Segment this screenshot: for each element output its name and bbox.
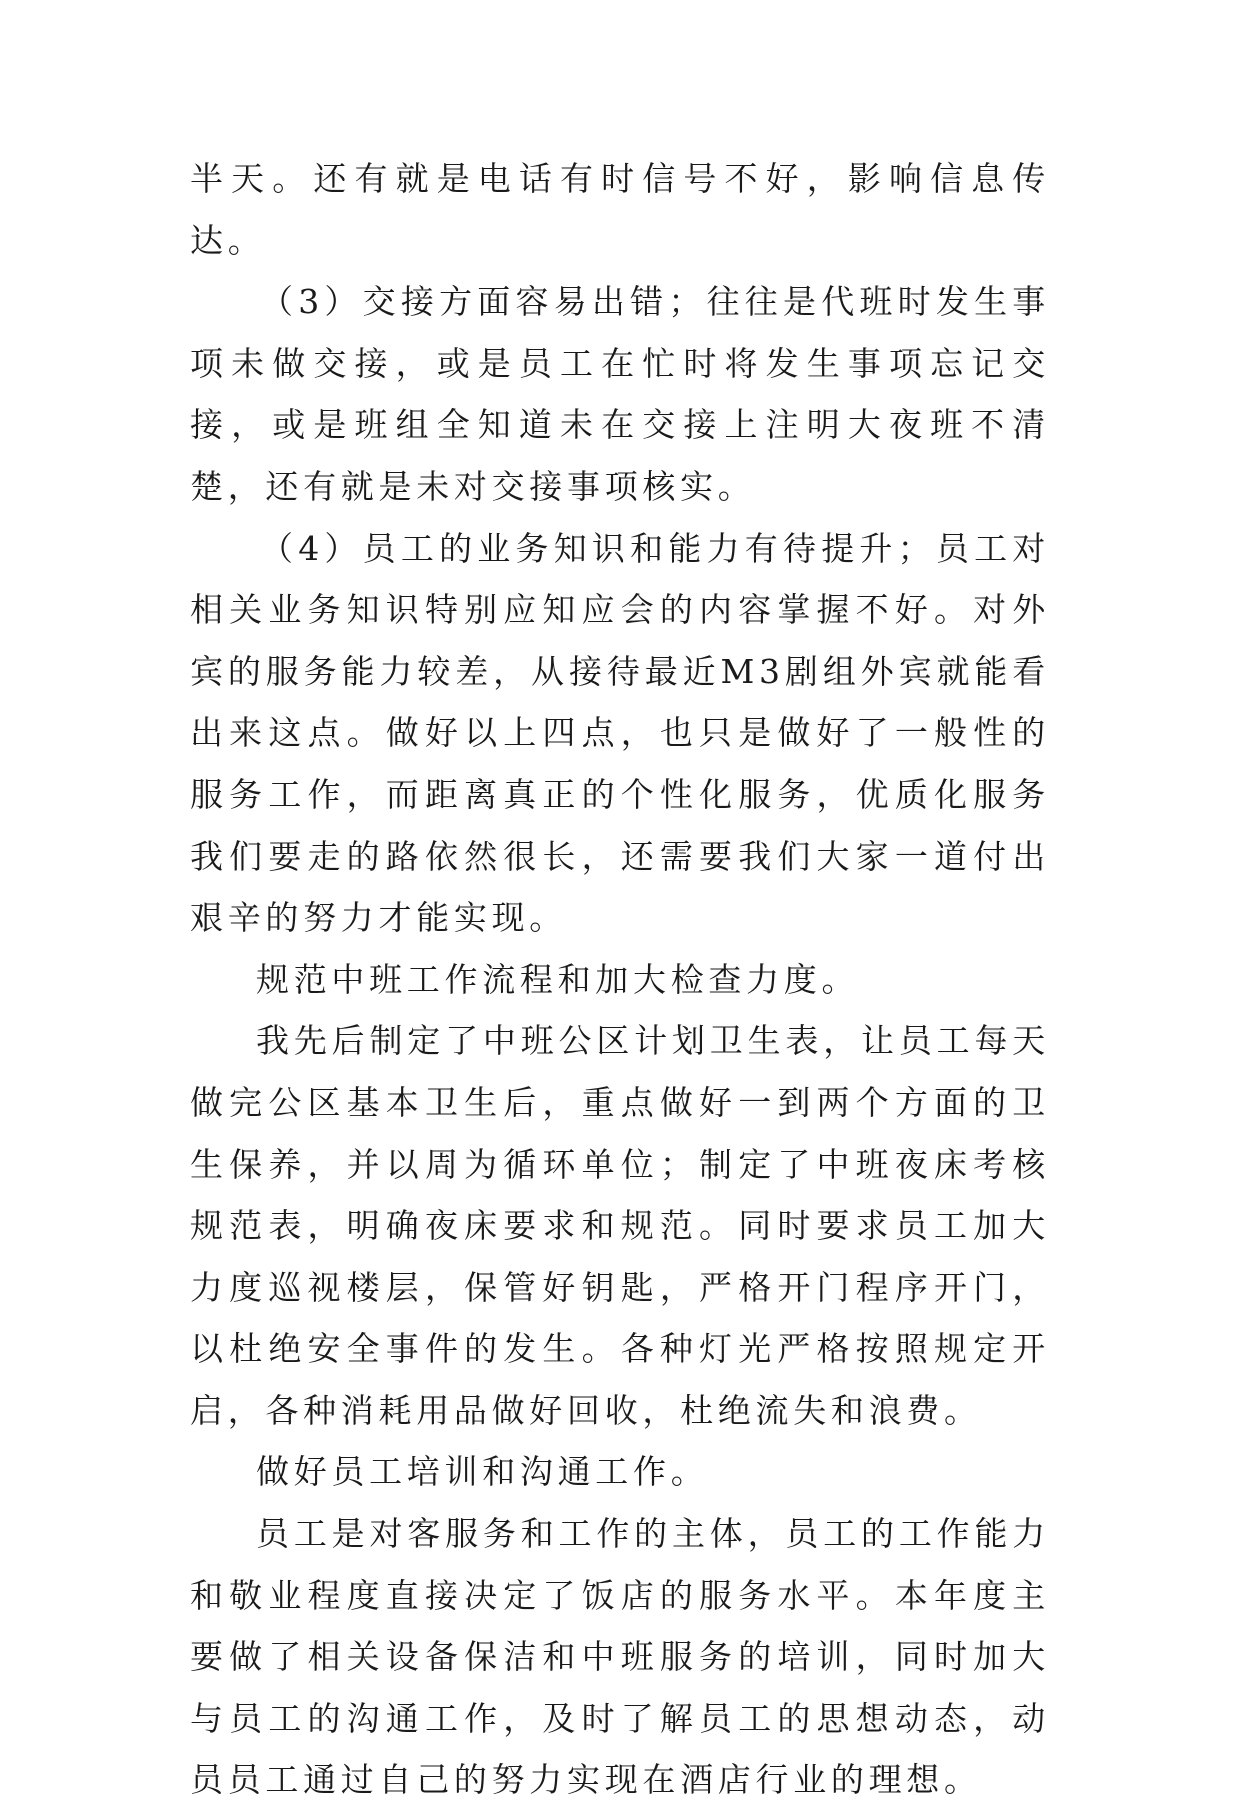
paragraph-shift-process: 我先后制定了中班公区计划卫生表，让员工每天做完公区基本卫生后，重点做好一到两个方面的卫生保养，并以周为循环单位；制定了中班夜床考核规范表，明确夜床要求和规范。同时要求员工加大力度巡视楼层，保管好钥匙，严格开门程序开门，以杜绝安全事件的发生。各种灯光严格按照规定开启，各种消耗用品做好回收，杜绝流失和浪费。 [190, 1021, 1050, 1430]
paragraph-training: 员工是对客服务和工作的主体，员工的工作能力和敬业程度直接决定了饭店的服务水平。本年度主要做了相关设备保洁和中班服务的培训，同时加大与员工的沟通工作，及时了解员工的思想动态，动员员工通过自己的努力实现在酒店行业的理想。 [190, 1514, 1050, 1800]
paragraph-item-3: （3）交接方面容易出错；往往是代班时发生事项未做交接，或是员工在忙时将发生事项忘记交接，或是班组全知道未在交接上注明大夜班不清楚，还有就是未对交接事项核实。 [190, 282, 1050, 506]
paragraph-item-4: （4）员工的业务知识和能力有待提升；员工对相关业务知识特别应知应会的内容掌握不好。对外宾的服务能力较差，从接待最近M3剧组外宾就能看出来这点。做好以上四点，也只是做好了一般性的服务工作，而距离真正的个性化服务，优质化服务我们要走的路依然很长，还需要我们大家一道付出艰辛的努力才能实现。 [190, 528, 1050, 938]
section-heading-training: 做好员工培训和沟通工作。 [256, 1452, 709, 1492]
section-heading-shift-process: 规范中班工作流程和加大检查力度。 [256, 959, 860, 999]
document-page [190, 148, 1050, 1811]
paragraph-continuation: 半天。还有就是电话有时信号不好，影响信息传达。 [190, 159, 1050, 260]
